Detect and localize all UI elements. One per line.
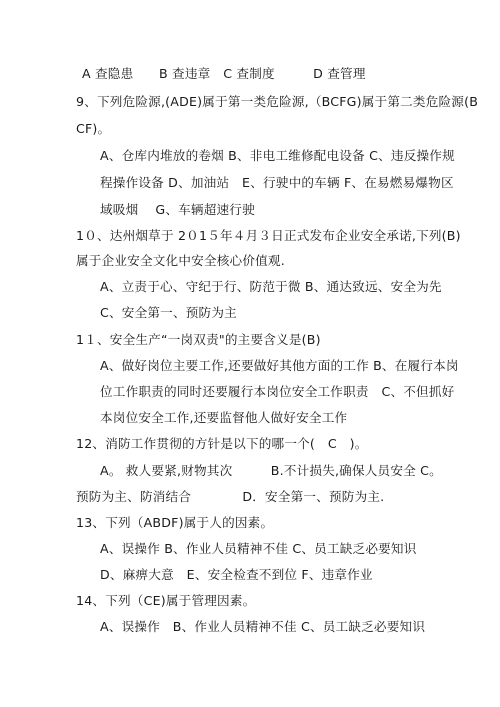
q10-stem-line-2: 属于企业安全文化中安全核心价值观. bbox=[76, 253, 285, 268]
q11-options-line-3: 本岗位安全工作,还要监督他人做好安全工作 bbox=[100, 410, 348, 425]
q9-stem-line-1: 9、下列危险源,(ADE)属于第一类危险源,（BCFG)属于第二类危险源(B bbox=[76, 94, 479, 109]
q13-stem: 13、下列（ABDF)属于人的因素。 bbox=[76, 515, 274, 530]
q14-stem: 14、下列（CE)属于管理因素。 bbox=[76, 593, 256, 608]
q9-options-line-2: 程操作设备 D、加油站 E、行驶中的车辆 F、在易燃易爆物区 bbox=[100, 175, 454, 190]
q9-options-line-3: 域吸烟 G、车辆超速行驶 bbox=[100, 202, 255, 217]
q10-options-line-2: C、安全第一、预防为主 bbox=[100, 305, 237, 320]
q10-options-line-1: A、立责于心、守纪于行、防范于微 B、通达致远、安全为先 bbox=[100, 279, 442, 294]
q14-options-line-1: A、误操作 B、作业人员精神不佳 C、员工缺乏必要知识 bbox=[100, 619, 426, 634]
q10-stem-line-1: 1０、达州烟草于 2０1５年４月３日正式发布企业安全承诺,下列(B) bbox=[76, 228, 461, 243]
q9-options-line-1: A、仓库内堆放的卷烟 B、非电工维修配电设备 C、违反操作规 bbox=[100, 148, 455, 163]
q11-stem: 1１、安全生产“一岗双责"的主要含义是(B) bbox=[76, 332, 321, 347]
q13-options-line-2: D、麻痹大意 E、安全检查不到位 F、违章作业 bbox=[100, 567, 373, 582]
q8-options: A 查隐患 B 查违章 C 查制度 D 查管理 bbox=[82, 66, 366, 81]
q11-options-line-1: A、做好岗位主要工作,还要做好其他方面的工作 B、在履行本岗 bbox=[100, 358, 459, 373]
q9-stem-line-2: CF)。 bbox=[76, 121, 111, 136]
q11-options-line-2: 位工作职责的同时还要履行本岗位安全工作职责 C、不但抓好 bbox=[100, 384, 455, 399]
q12-stem: 12、消防工作贯彻的方针是以下的哪一个( C )。 bbox=[76, 436, 368, 451]
q13-options-line-1: A、误操作 B、作业人员精神不佳 C、员工缺乏必要知识 bbox=[100, 541, 417, 556]
q12-options-line-1: A。 救人要紧,财物其次 B.不计损失,确保人员安全 C。 bbox=[100, 463, 442, 478]
q12-options-line-2: 预防为主、防消结合 D．安全第一、预防为主. bbox=[76, 489, 385, 504]
